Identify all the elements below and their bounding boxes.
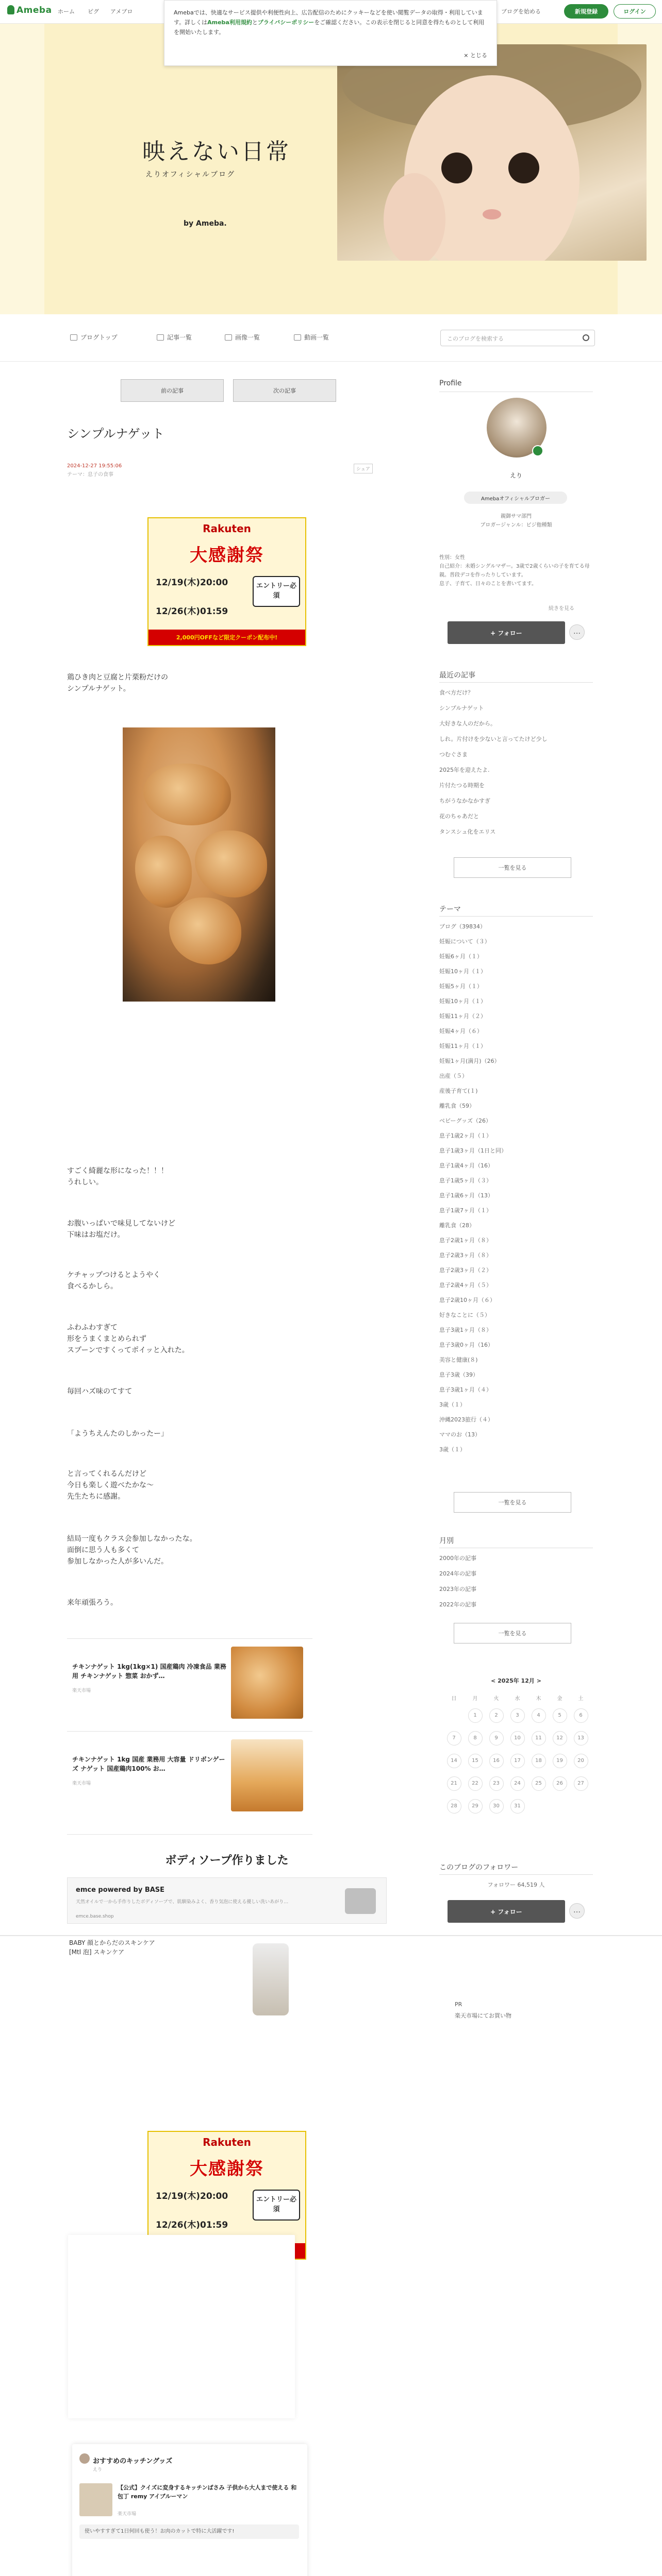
recent-item[interactable]: 2025年を迎えたよ. xyxy=(439,767,490,773)
nugget-piece xyxy=(195,831,267,897)
theme-item[interactable]: 美容と健康(８) xyxy=(439,1357,478,1363)
theme-item[interactable]: 息子2歳3ヶ月（２） xyxy=(439,1267,492,1274)
skincare-product-card[interactable]: BABY 顔とからだのスキンケア [Mtl 泡] スキンケア xyxy=(67,1938,306,2029)
theme-item[interactable]: 妊娠10ヶ月（１） xyxy=(439,998,486,1005)
official-check-icon xyxy=(532,445,543,456)
recent-heading: 最近の記事 xyxy=(439,671,475,680)
theme-item[interactable]: 妊娠6ヶ月（１） xyxy=(439,953,483,960)
header-photo-art xyxy=(337,44,647,261)
product-image xyxy=(79,2483,112,2516)
calendar-day[interactable]: 28 xyxy=(443,1799,465,1814)
theme-item[interactable]: 妊娠10ヶ月（１） xyxy=(439,968,486,975)
recent-item[interactable]: 大好きな人のだから。 xyxy=(439,720,496,727)
profile-heading: Profile xyxy=(439,379,462,387)
theme-item[interactable]: 息子2歳4ヶ月（５） xyxy=(439,1282,492,1289)
empty-ad-card xyxy=(68,2235,295,2418)
official-badge: Amebaオフィシャルブロガー xyxy=(464,492,567,504)
article-paragraph: と言ってくれるんだけど 今日も楽しく遊べたかな〜 先生たちに感謝。 xyxy=(67,1470,154,1501)
calendar-week xyxy=(443,1795,593,1818)
nugget-piece xyxy=(143,764,231,825)
theme-item[interactable]: 息子1歳7ヶ月（１） xyxy=(439,1207,492,1214)
product-image xyxy=(231,1647,303,1719)
archive-heading: 月別 xyxy=(439,1537,454,1545)
calendar-day[interactable]: 17 xyxy=(507,1754,528,1768)
recent-item[interactable]: 食べ方だけ？ xyxy=(439,689,473,696)
theme-item[interactable]: 妊娠について（３） xyxy=(439,938,490,945)
product-card[interactable]: チキンナゲット 1kg 国産 業務用 大容量 ドリボンゲーズ ナゲット 国産鶏肉100% お… 楽天市場 xyxy=(67,1739,304,1817)
camera-icon xyxy=(225,334,232,341)
nav-entry-list[interactable]: 記事一覧 xyxy=(157,333,192,342)
archive-item[interactable]: 2000年の記事 xyxy=(439,1555,476,1562)
theme-item[interactable]: 出産（５） xyxy=(439,1073,468,1079)
product-image xyxy=(253,1943,289,2015)
follow-button[interactable]: + フォロー xyxy=(448,621,565,644)
calendar-day[interactable]: 15 xyxy=(465,1754,486,1768)
recent-item[interactable]: 花のちゃあだと xyxy=(439,813,479,820)
bodysoap-heading: ボディソープ作りました xyxy=(165,1854,289,1867)
calendar-day[interactable]: 9 xyxy=(486,1731,507,1745)
theme-item[interactable]: 3歳（１） xyxy=(439,1401,466,1408)
article-paragraph: 毎回ハズ味のてすて xyxy=(67,1387,133,1396)
theme-list xyxy=(439,919,593,1457)
more-options-icon[interactable]: … xyxy=(569,1903,585,1919)
theme-item[interactable]: ベビーグッズ（26） xyxy=(439,1117,492,1124)
prev-article-button[interactable]: 前の記事 xyxy=(121,379,224,402)
terms-link[interactable]: Ameba利用規約 xyxy=(207,19,252,26)
article-paragraph: 結局一度もクラス会参加しなかったな。 面倒に思う人も多くて 参加しなかった人が多いんだ。 xyxy=(67,1535,197,1566)
article-date: 2024-12-27 19:55:06 xyxy=(67,463,122,469)
follower-heading: このブログのフォロワー xyxy=(439,1863,519,1872)
theme-item[interactable]: 沖縄2023旅行（４） xyxy=(439,1416,493,1423)
nav-blog-top[interactable]: ブログトップ xyxy=(70,333,118,342)
rakuten-banner[interactable]: Rakuten 大感謝祭 12/19(木)20:00 12/26(木)01:59 エントリー必須 xyxy=(147,2131,306,2260)
divider xyxy=(439,916,593,917)
privacy-link[interactable]: プライバシーポリシー xyxy=(257,19,315,26)
article-paragraph: ケチャップつけるとようやく 食べるかしら。 xyxy=(67,1271,161,1291)
nugget-piece xyxy=(135,836,192,908)
nav-image-list[interactable]: 画像一覧 xyxy=(225,333,260,342)
calendar-day[interactable]: 13 xyxy=(570,1731,591,1745)
ameba-logo-icon xyxy=(7,5,14,14)
theme-item[interactable]: 息子3歳（39） xyxy=(439,1371,478,1378)
theme-item[interactable]: 妊娠11ヶ月（１） xyxy=(439,1043,486,1049)
calendar xyxy=(443,1691,593,1818)
theme-item[interactable]: 産後子育て(１) xyxy=(439,1088,478,1094)
calendar-day[interactable]: 10 xyxy=(507,1731,528,1745)
theme-item[interactable]: 息子2歳3ヶ月（８） xyxy=(439,1252,492,1259)
article-meta: 2024-12-27 19:55:06 テーマ：息子の食事 xyxy=(67,463,122,478)
archive-item[interactable]: 2024年の記事 xyxy=(439,1570,476,1577)
profile-name[interactable]: えり xyxy=(509,472,522,479)
theme-item[interactable]: 息子3歳1ヶ月（８） xyxy=(439,1327,492,1333)
nugget-piece xyxy=(169,897,241,964)
ad-report-link[interactable]: 楽天市場にてお買い物 xyxy=(455,2012,511,2019)
cookie-notice: Amebaでは、快適なサービス提供や利便性向上、広告配信のためにクッキーなどを使い閲覧データの取得・利用しています。詳しくはAmeba利用規約とプライバシーポリシーをご確認ください。この表示を閉じると同意を得たものとして利用を開始いたします。 × とじる xyxy=(164,0,497,66)
ad-labels: PR 楽天市場にてお買い物 xyxy=(455,1999,511,2022)
by-ameba: by Ameba. xyxy=(184,219,227,228)
profile-intro: 性別：女性 自己紹介：未婚シングルマザー。3歳で2歳くらいの子を育てる母親。普段デコを作ったりしています。 息子、子育て、日々のことを書いてます。 xyxy=(439,555,590,587)
theme-list-all-button[interactable]: 一覧を見る xyxy=(454,1492,571,1513)
calendar-day[interactable]: 6 xyxy=(570,1708,591,1723)
article-paragraph: ふわふわすぎて 形をうまくまとめられず スプーンですくってポイッと入れた。 xyxy=(67,1324,189,1354)
theme-item[interactable]: ブログ（39834） xyxy=(439,923,486,930)
calendar-day[interactable]: 4 xyxy=(528,1708,549,1723)
theme-item[interactable]: 3歳（１） xyxy=(439,1446,466,1453)
archive-list xyxy=(439,1551,593,1613)
shop-bag-icon xyxy=(345,1888,376,1914)
avatar xyxy=(79,2453,90,2464)
more-options-icon[interactable]: … xyxy=(569,624,585,640)
follow-button[interactable]: + フォロー xyxy=(448,1900,565,1923)
archive-item[interactable]: 2023年の記事 xyxy=(439,1586,476,1592)
article-paragraph: 来年頑張ろう。 xyxy=(67,1599,118,1607)
calendar-week xyxy=(443,1750,593,1772)
register-button[interactable]: 新規登録 xyxy=(564,4,608,19)
theme-item[interactable]: 息子2歳10ヶ月（６） xyxy=(439,1297,495,1303)
calendar-day[interactable]: 26 xyxy=(549,1776,570,1791)
recent-item[interactable]: ちがうなかなかすぎ xyxy=(439,798,490,804)
home-icon xyxy=(70,334,77,341)
video-icon xyxy=(294,334,301,341)
header-panel xyxy=(44,24,618,314)
search-icon[interactable] xyxy=(583,334,589,341)
theme-item[interactable]: 息子2歳1ヶ月（８） xyxy=(439,1237,492,1244)
theme-item[interactable]: 息子1歳5ヶ月（３） xyxy=(439,1177,492,1184)
nav-pigg[interactable]: ピグ xyxy=(88,8,99,15)
article-paragraph: 「ようちえんたのしかったー」 xyxy=(67,1430,168,1438)
theme-heading: テーマ xyxy=(439,905,461,913)
theme-item[interactable]: 息子3歳0ヶ月（16） xyxy=(439,1342,493,1348)
calendar-week xyxy=(443,1727,593,1750)
article-paragraph: お腹いっぱいで味見してないけど 下味はお塩だけ。 xyxy=(67,1219,175,1239)
article-paragraph: 鶏ひき肉と豆腐と片栗粉だけの シンプルナゲット。 xyxy=(67,673,168,693)
calendar-day[interactable]: 2 xyxy=(486,1708,507,1723)
blog-start-link[interactable]: ブログを始める xyxy=(501,8,541,15)
calendar-day[interactable]: 21 xyxy=(443,1776,465,1791)
divider xyxy=(67,1638,312,1639)
article-theme-link[interactable]: 息子の食事 xyxy=(88,472,113,478)
nav-video-list[interactable]: 動画一覧 xyxy=(294,333,329,342)
calendar-day[interactable]: 22 xyxy=(465,1776,486,1791)
recent-item[interactable]: タンスシュ化をエリス xyxy=(439,828,496,835)
next-article-button[interactable]: 次の記事 xyxy=(233,379,336,402)
divider xyxy=(67,1834,312,1835)
theme-item[interactable]: 妊娠4ヶ月（６） xyxy=(439,1028,483,1035)
blog-subnav xyxy=(0,314,662,362)
divider xyxy=(439,682,593,683)
recent-item[interactable]: しれ。片付けを少ないと言ってたけど少し xyxy=(439,736,548,742)
theme-item[interactable]: ママのお（13） xyxy=(439,1431,481,1438)
product-image xyxy=(231,1739,303,1811)
calendar-day[interactable]: 11 xyxy=(528,1731,549,1745)
calendar-day[interactable]: 30 xyxy=(486,1799,507,1814)
read-more-link[interactable]: 続きを見る xyxy=(549,606,574,612)
rakuten-banner[interactable]: Rakuten 大感謝祭 12/19(木)20:00 12/26(木)01:59 エントリー必須 2,000円OFFなど限定クーポン配布中! xyxy=(147,517,306,646)
share-button[interactable]: シェア xyxy=(354,464,373,473)
blog-header xyxy=(0,24,662,314)
calendar-weekdays: 日 月 火 水 木 金 土 xyxy=(451,1696,584,1702)
profile-genre: 親御サマ部門 ブロガージャンル：ビジ他種類 xyxy=(480,514,552,528)
calendar-day[interactable]: 23 xyxy=(486,1776,507,1791)
calendar-day[interactable]: 8 xyxy=(465,1731,486,1745)
recent-item[interactable]: つむぐさま xyxy=(439,751,468,758)
theme-item[interactable]: 離乳食（28） xyxy=(439,1222,475,1229)
calendar-day[interactable]: 5 xyxy=(549,1708,570,1723)
calendar-day[interactable]: 18 xyxy=(528,1754,549,1768)
divider xyxy=(67,1731,312,1732)
calendar-day[interactable]: 27 xyxy=(570,1776,591,1791)
theme-item[interactable]: 息子1歳4ヶ月（16） xyxy=(439,1162,493,1169)
theme-item[interactable]: 離乳食（59） xyxy=(439,1103,475,1109)
list-icon xyxy=(157,334,164,341)
nugget-photo xyxy=(123,727,275,1002)
theme-item[interactable]: 妊娠5ヶ月（１） xyxy=(439,983,483,990)
calendar-day[interactable]: 16 xyxy=(486,1754,507,1768)
calendar-day[interactable]: 29 xyxy=(465,1799,486,1814)
theme-item[interactable]: 好きなことに（５） xyxy=(439,1312,490,1318)
calendar-day[interactable]: 25 xyxy=(528,1776,549,1791)
calendar-week xyxy=(443,1772,593,1795)
blog-title[interactable]: 映えない日常 xyxy=(142,139,291,165)
theme-item[interactable]: 息子1歳6ヶ月（13） xyxy=(439,1192,493,1199)
theme-item[interactable]: 息子1歳3ヶ月（1日と同） xyxy=(439,1147,507,1154)
divider xyxy=(439,1874,593,1875)
base-shop-card[interactable]: emce powered by BASE 天然オイルで一から手作りしたボディソープで、肌馴染みよく、香り気泡に使える優しい洗いあがり… emce.base.shop xyxy=(67,1877,387,1924)
calendar-day[interactable]: 20 xyxy=(570,1754,591,1768)
calendar-day[interactable]: 3 xyxy=(507,1708,528,1723)
article-title: シンプルナゲット xyxy=(67,427,164,441)
calendar-day[interactable]: 31 xyxy=(507,1799,528,1814)
archive-list-all-button[interactable]: 一覧を見る xyxy=(454,1623,571,1643)
cookie-close-button[interactable]: × とじる xyxy=(464,52,487,59)
theme-item[interactable]: 息子1歳2ヶ月（１） xyxy=(439,1132,492,1139)
article-paragraph: すごく綺麗な形になった！！！ うれしい。 xyxy=(67,1167,168,1187)
ameba-logo[interactable]: Ameba xyxy=(7,5,52,15)
header-photo xyxy=(337,44,647,261)
calendar-day[interactable]: 19 xyxy=(549,1754,570,1768)
login-button[interactable]: ログイン xyxy=(614,4,656,19)
theme-item[interactable]: 妊娠1ヶ月(満月)（26） xyxy=(439,1058,500,1064)
nav-ameblo[interactable]: アメブロ xyxy=(110,8,133,15)
calendar-days xyxy=(443,1704,593,1818)
blog-subtitle: えりオフィシャルブログ xyxy=(145,171,236,179)
blog-search-input[interactable]: このブログを検索する xyxy=(440,330,595,346)
theme-item[interactable]: 妊娠11ヶ月（２） xyxy=(439,1013,486,1020)
calendar-day[interactable]: 7 xyxy=(443,1731,465,1745)
calendar-week xyxy=(443,1704,593,1727)
calendar-day[interactable]: 14 xyxy=(443,1754,465,1768)
recent-item[interactable]: 片付たつる時期を xyxy=(439,782,485,789)
recommend-card: おすすめのキッチングッズ えり 【公式】クイズに変身するキッチンばさみ 子供から大人まで使える 和包丁 remy アイブルーマン 楽天市場 使いやすすぎて1日何回も使う！お肉のカットで特に大活躍です! xyxy=(72,2444,307,2576)
section-divider xyxy=(0,1935,662,1936)
recent-list xyxy=(439,685,593,840)
calendar-day[interactable]: 1 xyxy=(465,1708,486,1723)
follower-count[interactable]: フォロワー 64,519 人 xyxy=(487,1882,545,1888)
recent-item[interactable]: シンプルナゲット xyxy=(439,705,484,711)
archive-item[interactable]: 2022年の記事 xyxy=(439,1601,476,1608)
calendar-day[interactable]: 12 xyxy=(549,1731,570,1745)
theme-item[interactable]: 息子3歳1ヶ月（４） xyxy=(439,1386,492,1393)
nav-home[interactable]: ホーム xyxy=(58,8,75,15)
recent-list-all-button[interactable]: 一覧を見る xyxy=(454,857,571,878)
calendar-title[interactable]: < 2025年 12月 > xyxy=(491,1677,541,1684)
product-card[interactable]: チキンナゲット 1kg(1kg×1) 国産鶏肉 冷凍食品 業務用 チキンナゲット 惣菜 おかず… 楽天市場 xyxy=(67,1647,304,1724)
calendar-day[interactable]: 24 xyxy=(507,1776,528,1791)
